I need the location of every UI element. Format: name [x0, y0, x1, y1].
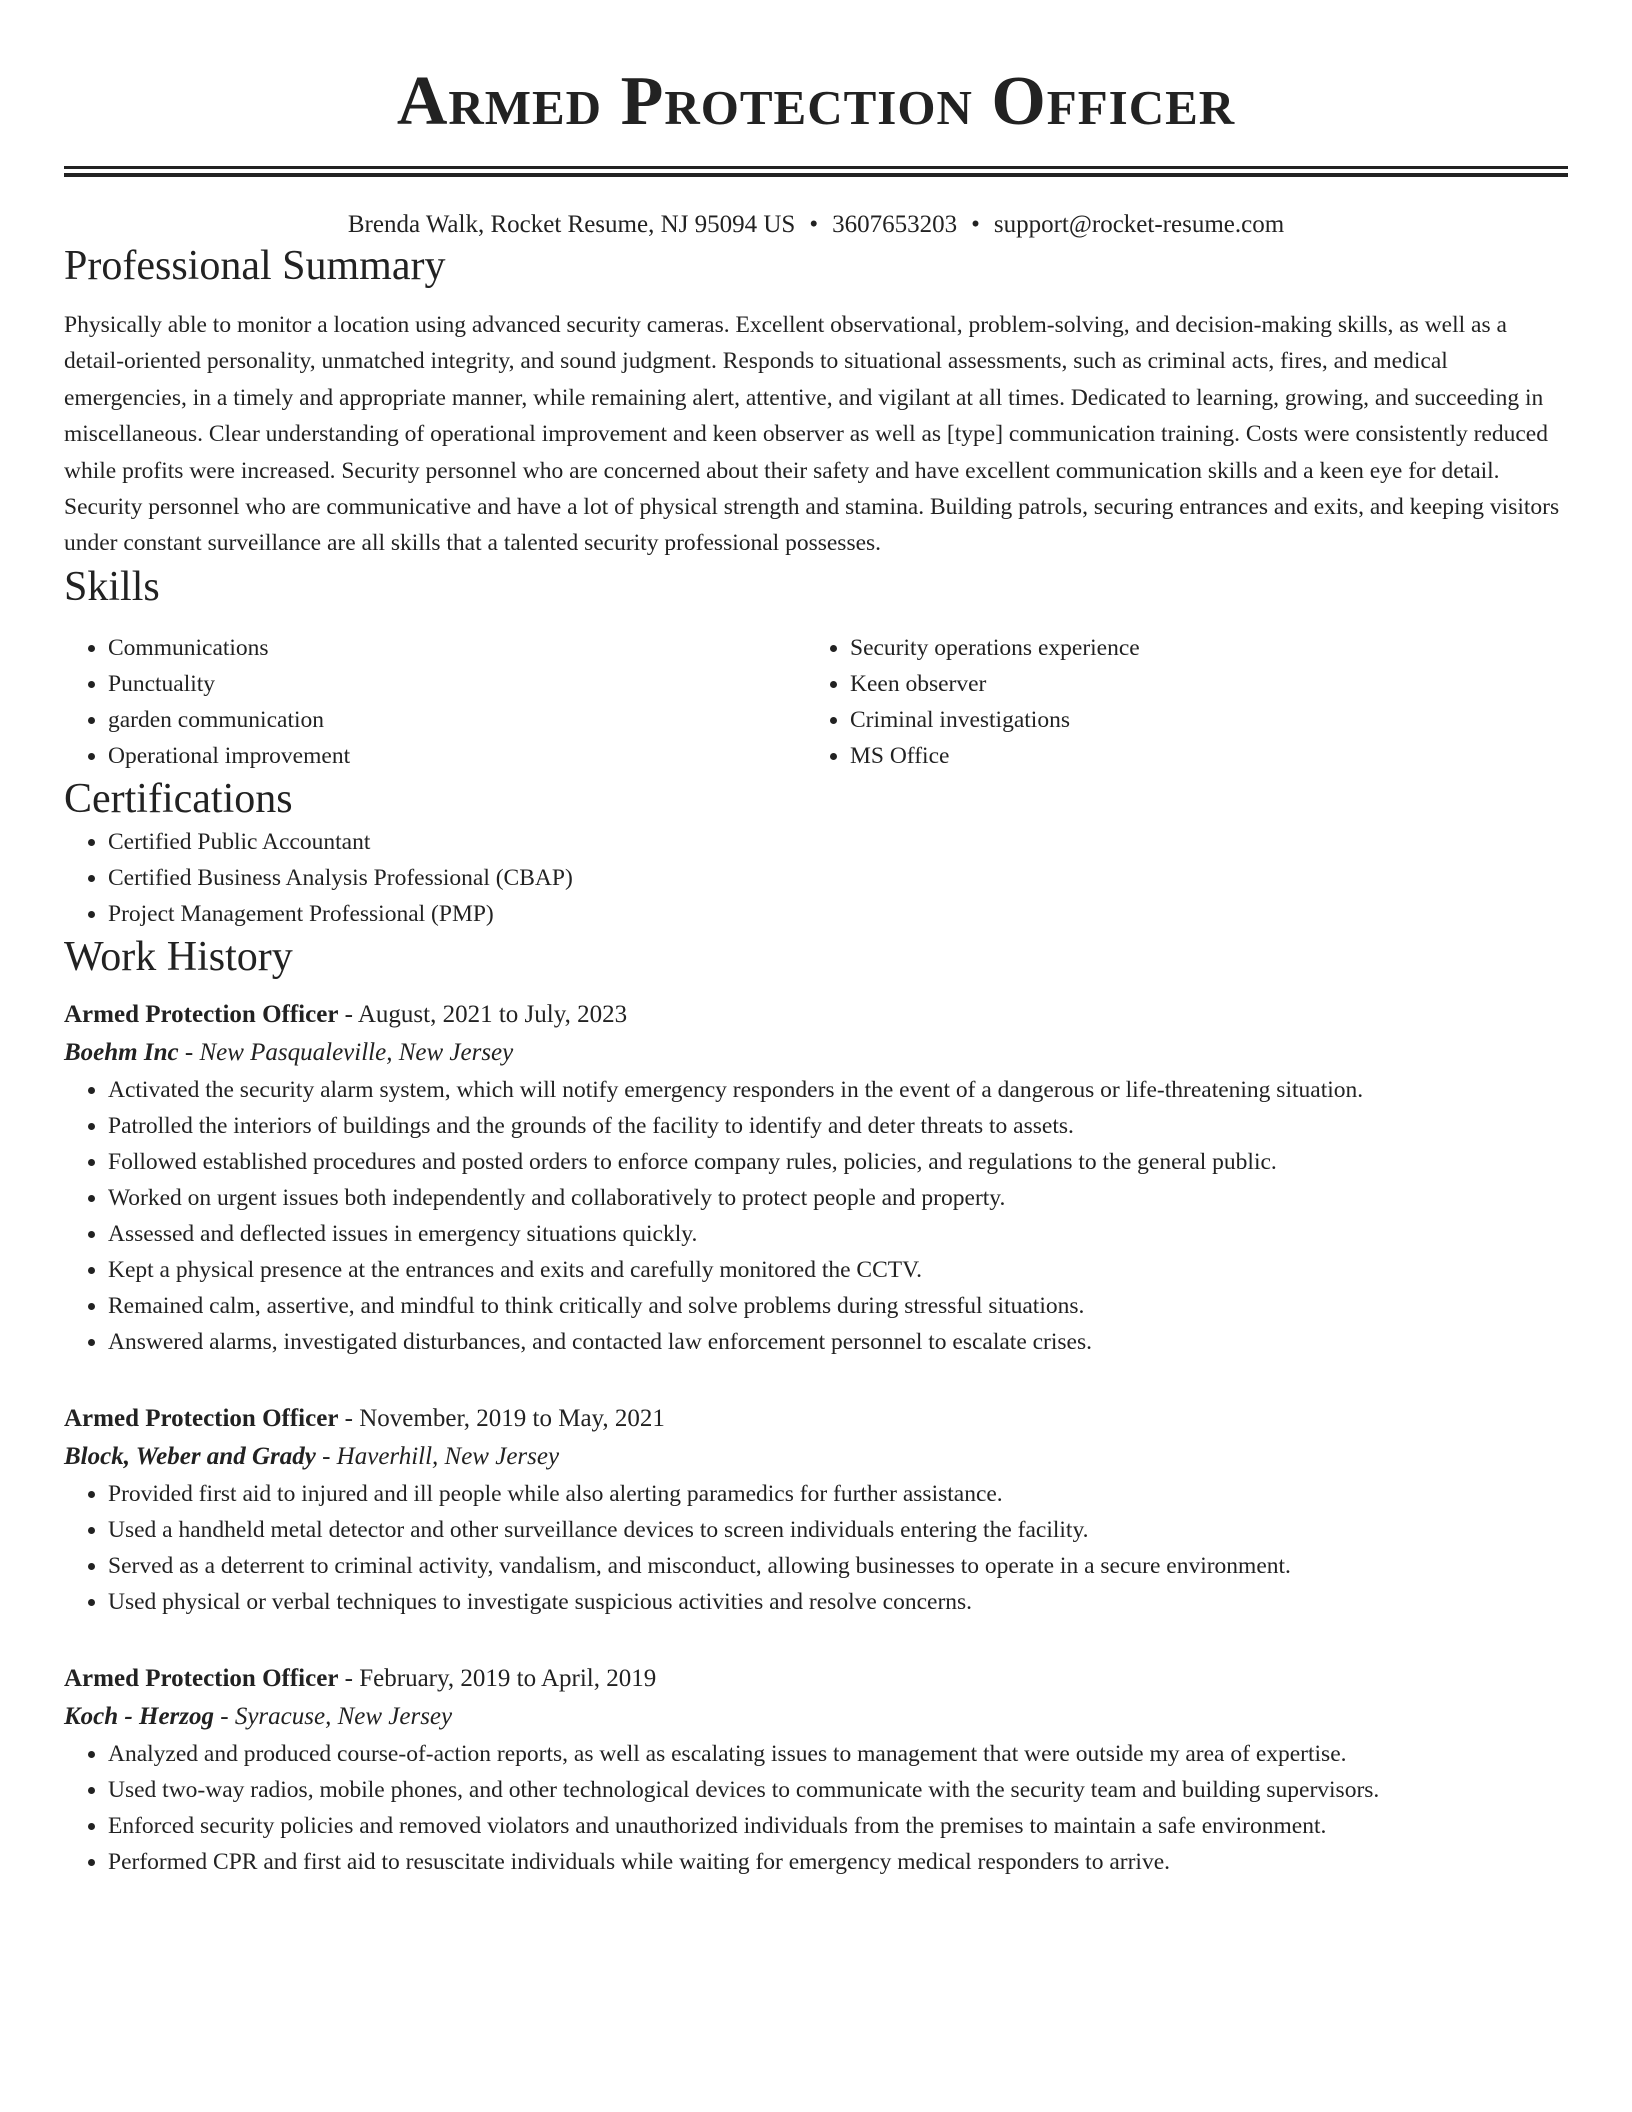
job-dash: - — [338, 1000, 358, 1028]
job-header — [64, 1660, 1568, 1698]
work-history-heading: Work History — [64, 933, 293, 980]
job-entry — [64, 1400, 1568, 1620]
job-header — [64, 1400, 1568, 1438]
job-role: Armed Protection Officer — [64, 1664, 339, 1692]
contact-line — [64, 209, 1568, 241]
job-role: Armed Protection Officer — [64, 1404, 339, 1432]
job-entry — [64, 996, 1568, 1360]
job-duties-list — [64, 1072, 1568, 1360]
job-duty: • Used two-way radios, mobile phones, and other technological devices to communicate with the security team and building supervisors. — [108, 1772, 1568, 1808]
job-duty: • Followed established procedures and posted orders to enforce company rules, policies, and regulations to the general public. — [108, 1144, 1568, 1180]
job-duty: • Performed CPR and first aid to resuscitate individuals while waiting for emergency medical responders to arrive. — [108, 1844, 1568, 1880]
skills-list-right — [806, 630, 1548, 774]
summary-heading: Professional Summary — [64, 243, 446, 289]
certification-item: • Certified Business Analysis Professional (CBAP) — [108, 860, 1568, 896]
job-location: New Pasqualeville, New Jersey — [199, 1038, 514, 1066]
job-header — [64, 996, 1568, 1034]
job-duties-list — [64, 1736, 1568, 1880]
job-duty: • Used physical or verbal techniques to investigate suspicious activities and resolve concerns. — [108, 1584, 1568, 1620]
job-duty: • Served as a deterrent to criminal activity, vandalism, and misconduct, allowing businesses to operate in a secure environment. — [108, 1548, 1568, 1584]
skills-list-left — [64, 630, 806, 774]
job-duty: • Worked on urgent issues both independently and collaboratively to protect people and property. — [108, 1180, 1568, 1216]
job-employer — [64, 1034, 1568, 1072]
job-duty: • Analyzed and produced course-of-action reports, as well as escalating issues to management that were outside my area of expertise. — [108, 1736, 1568, 1772]
job-entry — [64, 1660, 1568, 1880]
job-duty: • Activated the security alarm system, which will notify emergency responders in the event of a dangerous or life-threatening situation. — [108, 1072, 1568, 1108]
skill-item: • Punctuality — [108, 666, 806, 702]
contact-address: Brenda Walk, Rocket Resume, NJ 95094 US — [347, 211, 796, 238]
skills-heading: Skills — [64, 563, 160, 610]
job-location: Haverhill, New Jersey — [336, 1442, 560, 1470]
job-company: Boehm Inc — [64, 1038, 179, 1066]
skills-grid — [64, 630, 1568, 774]
job-dash: - — [338, 1404, 360, 1432]
contact-phone: 3607653203 — [832, 211, 958, 238]
certifications-heading: Certifications — [64, 775, 293, 822]
title-divider — [64, 166, 1568, 177]
job-dates: November, 2019 to May, 2021 — [359, 1404, 665, 1432]
job-dash: - — [338, 1664, 360, 1692]
contact-separator: • — [809, 211, 819, 238]
skill-item: • garden communication — [108, 702, 806, 738]
skill-item: • Operational improvement — [108, 738, 806, 774]
job-duty: • Answered alarms, investigated disturbances, and contacted law enforcement personnel to escalate crises. — [108, 1324, 1568, 1360]
skills-column-left — [64, 630, 806, 774]
resume-title: Armed Protection Officer — [396, 63, 1236, 140]
job-duty: • Kept a physical presence at the entrances and exits and carefully monitored the CCTV. — [108, 1252, 1568, 1288]
summary-text: Physically able to monitor a location using advanced security cameras. Excellent observational, problem-solving, and decision-making skills, as well as a detail-oriented personality, unmatched integrity, and sound judgment. Responds to situational assessments, such as criminal acts, fires, and medical emergencies, in a timely and appropriate manner, while remaining alert, attentive, and vigilant at all times. Dedicated to learning, growing, and succeeding in miscellaneous. Clear understanding of operational improvement and keen observer as well as [type] communication training. Costs were consistently reduced while profits were increased. Security personnel who are concerned about their safety and have excellent communication skills and a keen eye for detail. Security personnel who are communicative and have a lot of physical strength and stamina. Building patrols, securing entrances and exits, and keeping visitors under constant surveillance are all skills that a talented security professional possesses. — [64, 312, 1560, 557]
job-duties-list — [64, 1476, 1568, 1620]
skill-item: • Criminal investigations — [850, 702, 1548, 738]
job-role: Armed Protection Officer — [64, 1000, 339, 1028]
certifications-list — [64, 824, 1568, 932]
job-dash: - — [315, 1442, 337, 1470]
job-duty: • Patrolled the interiors of buildings and the grounds of the facility to identify and deter threats to assets. — [108, 1108, 1568, 1144]
job-dash: - — [214, 1702, 235, 1730]
skills-column-right — [806, 630, 1548, 774]
skill-item: • Communications — [108, 630, 806, 666]
job-employer — [64, 1438, 1568, 1476]
skill-item: • Security operations experience — [850, 630, 1548, 666]
certification-item: • Project Management Professional (PMP) — [108, 896, 1568, 932]
job-dates: February, 2019 to April, 2019 — [359, 1664, 657, 1692]
contact-separator: • — [971, 211, 980, 238]
job-company: Koch - Herzog — [64, 1702, 214, 1730]
job-dates: August, 2021 to July, 2023 — [357, 1000, 628, 1028]
job-dash: - — [178, 1038, 200, 1066]
job-duty: • Provided first aid to injured and ill people while also alerting paramedics for further assistance. — [108, 1476, 1568, 1512]
job-company: Block, Weber and Grady — [64, 1442, 316, 1470]
skill-item: • Keen observer — [850, 666, 1548, 702]
job-duty: • Used a handheld metal detector and other surveillance devices to screen individuals entering the facility. — [108, 1512, 1568, 1548]
certification-item: • Certified Public Accountant — [108, 824, 1568, 860]
job-employer — [64, 1698, 1568, 1736]
job-location: Syracuse, New Jersey — [234, 1702, 453, 1730]
skill-item: • MS Office — [850, 738, 1548, 774]
contact-email: support@rocket-resume.com — [993, 211, 1285, 238]
job-duty: • Assessed and deflected issues in emergency situations quickly. — [108, 1216, 1568, 1252]
job-duty: • Remained calm, assertive, and mindful to think critically and solve problems during stressful situations. — [108, 1288, 1568, 1324]
job-duty: • Enforced security policies and removed violators and unauthorized individuals from the premises to maintain a safe environment. — [108, 1808, 1568, 1844]
